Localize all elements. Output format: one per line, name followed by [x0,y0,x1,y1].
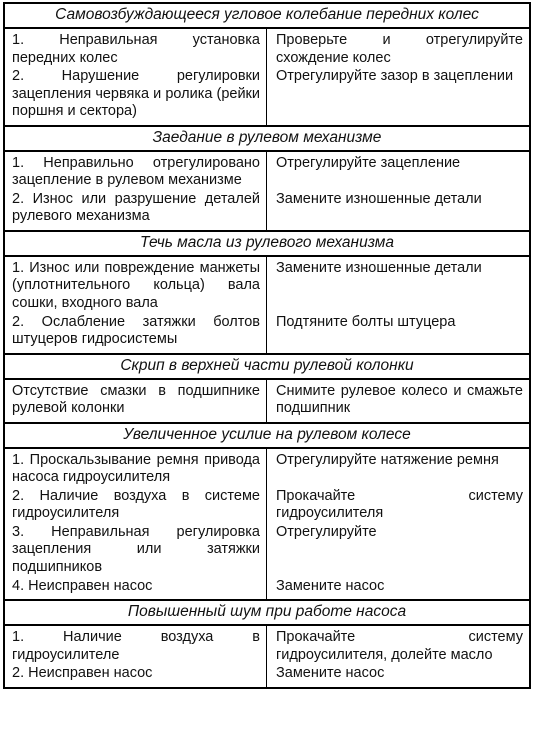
section-title: Увеличенное усилие на рулевом колесе [5,422,529,449]
section-wheel-shimmy [5,4,529,125]
fix-cell [267,29,529,125]
cause-item: 4. Неисправен насос [12,577,153,594]
fix-item: Замените изношенные детали [276,190,482,207]
fix-item: Отрегулируйте [276,523,377,540]
cause-cell [5,29,267,125]
section-steering-binding [5,125,529,230]
cause-item: 2. Ослабление затяжки болтов штуцеров гидросистемы [12,313,260,347]
cause-item: 2. Неисправен насос [12,665,153,681]
fix-item: Отрегулируйте натяжение ремня [276,451,499,468]
cause-item: 1. Проскальзывание ремня привода насоса гидроусилителя [12,451,260,485]
section-title: Самовозбуждающееся угловое колебание передних колес [5,4,529,29]
troubleshooting-table [3,2,531,689]
fix-cell [267,257,529,353]
cause-cell [5,257,267,353]
fix-item: Прокачайте систему гидроусилителя [276,487,523,521]
section-title: Течь масла из рулевого механизма [5,230,529,257]
fix-cell [267,626,529,687]
cause-cell [5,626,267,687]
cause-item: 1. Неправильная установка передних колес [12,32,260,66]
cause-item: 3. Неправильная регулировка зацепления или затяжки подшипников [12,523,260,575]
section-title: Повышенный шум при работе насоса [5,599,529,626]
fix-item: Отрегулируйте зазор в зацеплении [276,68,514,84]
cause-item: Отсутствие смазки в подшипнике рулевой колонки [12,382,260,416]
cause-item: 2. Наличие воздуха в системе гидроусилителя [12,487,260,521]
fix-cell [267,152,529,230]
cause-cell [5,380,267,422]
section-heavy-steering [5,422,529,600]
cause-item: 2. Износ или разрушение деталей рулевого механизма [12,190,260,224]
fix-item: Замените изношенные детали [276,259,482,276]
fix-item: Проверьте и отрегулируйте схождение колес [276,32,523,66]
cause-item: 1. Неправильно отрегулировано зацепление в рулевом механизме [12,154,260,188]
cause-cell [5,449,267,600]
fix-item: Отрегулируйте зацепление [276,154,461,171]
section-title: Заедание в рулевом механизме [5,125,529,152]
fix-cell [267,380,529,422]
fix-item: Замените насос [276,577,385,594]
cause-item: 1. Наличие воздуха в гидроусилителе [12,629,260,663]
section-column-squeak [5,353,529,422]
section-oil-leak [5,230,529,353]
fix-item: Прокачайте систему гидроусилителя, долейте масло [276,629,523,663]
section-pump-noise [5,599,529,687]
section-title: Скрип в верхней части рулевой колонки [5,353,529,380]
fix-cell [267,449,529,600]
fix-item: Замените насос [276,665,385,681]
cause-item: 1. Износ или повреждение манжеты (уплотнительного кольца) вала сошки, входного вала [12,259,260,311]
cause-item: 2. Нарушение регулировки зацепления червяка и ролика (рейки поршня и сектора) [12,68,260,119]
fix-item: Снимите рулевое колесо и смажьте подшипник [276,382,523,416]
cause-cell [5,152,267,230]
fix-item: Подтяните болты штуцера [276,313,456,330]
